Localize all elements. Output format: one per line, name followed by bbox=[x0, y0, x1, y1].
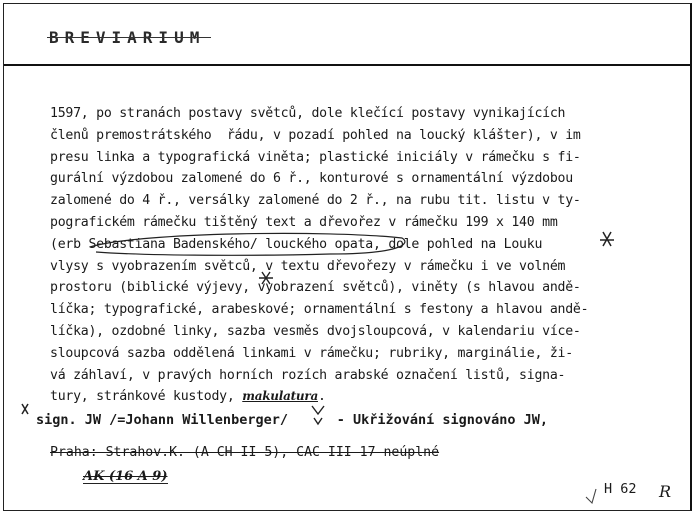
description-line: 1597, po stranách postavy světců, dole klečící postavy vynikajících bbox=[50, 106, 566, 121]
card-number: H 62 bbox=[604, 481, 637, 497]
handwritten-initial: R bbox=[659, 482, 672, 501]
description-line-text: tury, stránkové kustody, bbox=[50, 389, 235, 405]
card-title: BREVIARIUM bbox=[49, 28, 206, 47]
description-line: líčka), ozdobné linky, sazba vesměs dvojsloupcová, v kalendariu více- bbox=[50, 323, 581, 339]
header-divider bbox=[4, 64, 690, 66]
handwritten-note: makulatura bbox=[242, 389, 318, 404]
location-line: Praha: Strahov.K. (A CH II 5), CAC III 17 neúplné bbox=[50, 445, 440, 460]
description-line: zalomené do 4 ř., versálky zalomené do 2 ř., na rubu tit. listu v ty- bbox=[50, 193, 581, 209]
description-line: pografickém rámečku tištěný text a dřevořez v rámečku 199 x 140 mm bbox=[50, 214, 558, 230]
description-text bbox=[50, 103, 660, 408]
description-line: líčka; typografické, arabeskové; ornamentální s festony a hlavou andě- bbox=[50, 302, 589, 318]
description-line-last: tury, stránkové kustody, makulatura. bbox=[50, 389, 326, 405]
description-line: gurální výzdobou zalomené do 6 ř., konturové s ornamentální výzdobou bbox=[50, 171, 573, 187]
description-line: prostoru (biblické výjevy, vyobrazení světců), viněty (s hlavou andě- bbox=[50, 280, 581, 296]
catalog-card bbox=[3, 3, 692, 511]
description-line: sloupcová sazba oddělená linkami v rámečku; rubriky, marginálie, ži- bbox=[50, 345, 573, 361]
description-line: vlysy s vyobrazením světců, v textu dřevořezy v rámečku i ve volném bbox=[50, 258, 566, 274]
shelf-mark: AK (16 A 9) bbox=[83, 469, 168, 484]
description-line: vá záhlaví, v pravých horních rozích arabské označení listů, signa- bbox=[50, 367, 566, 383]
description-line: presu linka a typografická viněta; plastické iniciály v rámečku s fi- bbox=[50, 149, 581, 165]
description-line: (erb Sebastiana Badenského/ louckého opata, dole pohled na Louku bbox=[50, 236, 543, 252]
signature-line: sign. JW /=Johann Willenberger/ - Ukřižování signováno JW, bbox=[36, 412, 549, 428]
description-line: členů premostrátského řádu, v pozadí pohled na loucký klášter), v im bbox=[50, 127, 581, 143]
